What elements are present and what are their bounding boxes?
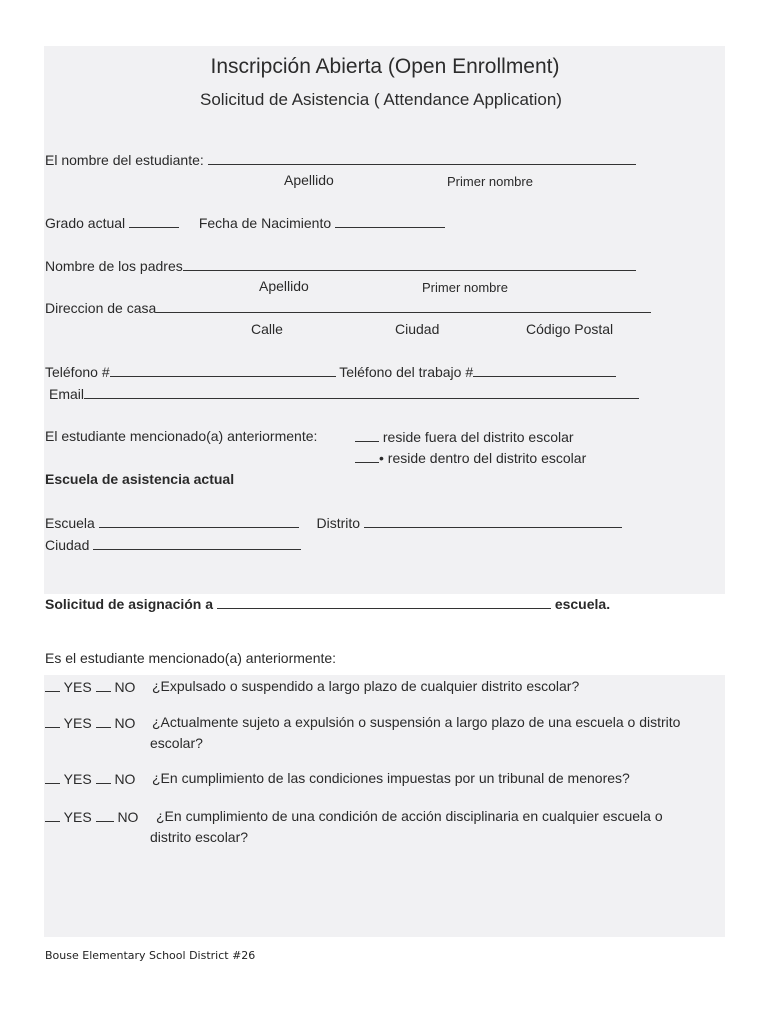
student-name-label: El nombre del estudiante: [45,152,204,168]
parents-name-field[interactable] [183,257,636,271]
residence-option-inside [355,449,586,467]
current-school-heading: Escuela de asistencia actual [45,471,235,487]
email-field[interactable] [84,385,639,399]
parents-apellido-caption: Apellido [259,278,309,294]
q3-no-label: NO [114,771,136,787]
grade-dob-row [45,214,445,232]
school-district-row [45,514,622,532]
q2-yes-label: YES [63,715,92,731]
q3-yes-label: YES [63,771,92,787]
q1-yes-label: YES [63,679,92,695]
grade-label: Grado actual [45,215,126,231]
q1-no-label: NO [114,679,136,695]
work-phone-label: Teléfono del trabajo # [339,364,474,380]
question-row-4 [45,808,138,826]
q2-yes-checkbox[interactable] [45,714,60,728]
question-3-text: ¿En cumplimiento de las condiciones impuestas por un tribunal de menores? [152,770,630,786]
parents-primer-nombre-caption: Primer nombre [422,280,508,295]
dob-label: Fecha de Nacimiento [198,215,332,231]
assignment-label: Solicitud de asignación a [45,596,214,612]
q3-yes-checkbox[interactable] [45,770,60,784]
grade-field[interactable] [129,214,179,228]
question-2-text: ¿Actualmente sujeto a expulsión o suspensión a largo plazo de una escuela o distrito [152,714,681,730]
assignment-school-field[interactable] [217,595,551,609]
question-row-1 [45,678,135,696]
residence-inside-label: • reside dentro del distrito escolar [379,450,587,466]
city-row [45,536,301,554]
q4-yes-checkbox[interactable] [45,808,60,822]
phone-row [45,363,616,381]
residence-outside-label: reside fuera del distrito escolar [382,429,574,445]
q3-no-checkbox[interactable] [96,770,111,784]
city-label: Ciudad [45,537,90,553]
email-row [49,385,639,403]
student-name-field[interactable] [208,151,636,165]
address-calle-caption: Calle [251,321,283,337]
student-apellido-caption: Apellido [284,172,334,188]
page-title: Inscripción Abierta (Open Enrollment) [210,55,560,78]
district-field[interactable] [364,514,622,528]
questions-intro: Es el estudiante mencionado(a) anteriormente: [45,650,337,666]
school-label: Escuela [45,515,95,531]
page-subtitle: Solicitud de Asistencia ( Attendance Application) [200,90,562,109]
address-ciudad-caption: Ciudad [395,321,440,337]
residence-label: El estudiante mencionado(a) anteriormente: [45,428,318,444]
q4-yes-label: YES [63,809,92,825]
q1-yes-checkbox[interactable] [45,678,60,692]
student-primer-nombre-caption: Primer nombre [447,174,533,189]
email-label: Email [49,386,85,402]
question-1-text: ¿Expulsado o suspendido a largo plazo de cualquier distrito escolar? [152,678,580,694]
question-row-3 [45,770,135,788]
q1-no-checkbox[interactable] [96,678,111,692]
parents-row [45,257,636,275]
q2-no-label: NO [114,715,136,731]
residence-inside-checkbox[interactable] [355,449,379,463]
school-field[interactable] [99,514,299,528]
dob-field[interactable] [335,214,445,228]
phone-label: Teléfono # [45,364,110,380]
student-name-row [45,151,636,169]
question-4-text: ¿En cumplimiento de una condición de acción disciplinaria en cualquier escuela o [156,808,663,824]
work-phone-field[interactable] [473,363,616,377]
question-4-text-cont: distrito escolar? [150,829,249,845]
residence-outside-checkbox[interactable] [355,428,379,442]
q4-no-checkbox[interactable] [96,808,114,822]
address-codigo-postal-caption: Código Postal [526,321,614,337]
assignment-row [45,595,610,613]
form-panel-top [44,46,725,594]
city-field[interactable] [93,536,301,550]
address-row [45,299,651,317]
q2-no-checkbox[interactable] [96,714,111,728]
district-label: Distrito [316,515,361,531]
phone-field[interactable] [110,363,336,377]
question-row-2 [45,714,135,732]
q4-no-label: NO [117,809,139,825]
footer-district: Bouse Elementary School District #26 [45,949,256,962]
question-2-text-cont: escolar? [150,735,203,751]
parents-label: Nombre de los padres [45,258,183,274]
address-field[interactable] [156,299,651,313]
residence-option-outside [355,428,574,446]
address-label: Direccion de casa [45,300,157,316]
assignment-suffix: escuela. [554,596,611,612]
